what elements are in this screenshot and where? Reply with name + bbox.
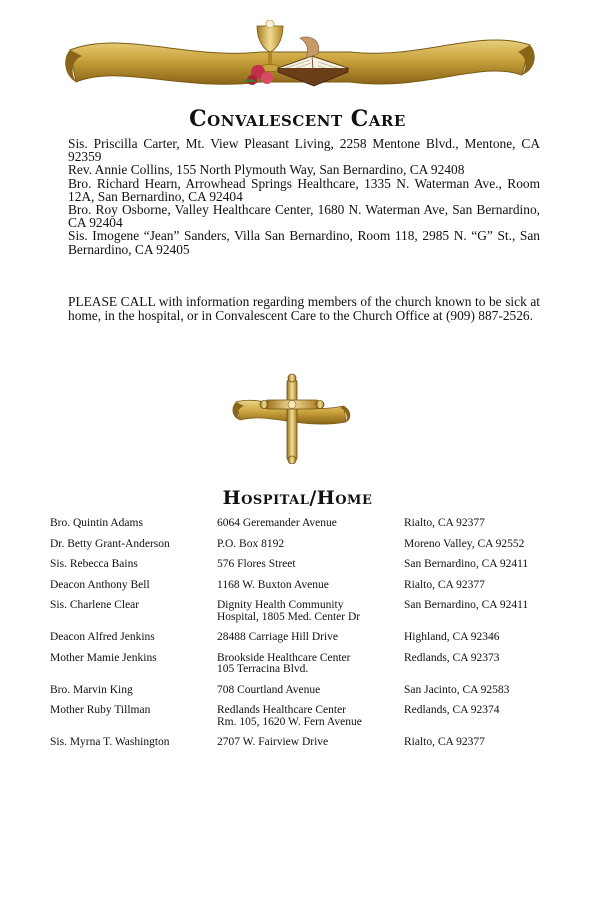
- member-address: [217, 685, 404, 706]
- member-address: [217, 600, 404, 632]
- member-city: San Bernardino, CA 92411: [404, 558, 529, 570]
- gold-cross-icon: [232, 372, 352, 464]
- address-line: Redlands Healthcare Center: [217, 704, 346, 716]
- table-row: [50, 518, 560, 539]
- member-address: [217, 580, 404, 601]
- hospital-home-table: [50, 518, 560, 758]
- table-row: [50, 685, 560, 706]
- member-name: Bro. Quintin Adams: [50, 517, 143, 529]
- convalescent-entry: Bro. Richard Hearn, Arrowhead Springs Healthcare, 1335 N. Waterman Ave., Room 12A, San Bernardino, CA 92404: [68, 175, 540, 204]
- member-address: [217, 705, 404, 737]
- address-line: P.O. Box 8192: [217, 537, 285, 550]
- member-city: Rialto, CA 92377: [404, 517, 485, 529]
- member-city: Rialto, CA 92377: [404, 736, 485, 748]
- table-row: [50, 559, 560, 580]
- table-row: [50, 632, 560, 653]
- address-line: Hospital, 1805 Med. Center Dr: [217, 610, 361, 623]
- address-line: Dignity Health Community: [217, 599, 344, 611]
- address-line: 576 Flores Street: [217, 558, 296, 570]
- address-line: 28488 Carriage Hill Drive: [217, 631, 339, 643]
- table-row: [50, 600, 560, 632]
- member-name: Deacon Alfred Jenkins: [50, 631, 155, 643]
- convalescent-care-title: Convalescent Care: [189, 106, 406, 132]
- address-line: Brookside Healthcare Center: [217, 651, 351, 664]
- member-city: Highland, CA 92346: [404, 631, 500, 643]
- member-name: Deacon Anthony Bell: [50, 578, 150, 591]
- member-name: Bro. Marvin King: [50, 683, 133, 696]
- scroll-banner-icon: [60, 20, 535, 100]
- call-notice: PLEASE CALL with information regarding members of the church known to be sick at home, in the hospital, or in Convalescent Care to the Church Office at (909) 887-2526.: [68, 294, 540, 323]
- hospital-home-title: Hospital/Home: [222, 487, 373, 509]
- table-row: [50, 737, 560, 758]
- member-name: Sis. Charlene Clear: [50, 599, 140, 611]
- table-row: [50, 653, 560, 685]
- member-name: Mother Ruby Tillman: [50, 704, 151, 716]
- address-line: 2707 W. Fairview Drive: [217, 736, 329, 748]
- member-address: [217, 539, 404, 560]
- member-address: [217, 632, 404, 653]
- address-line: 1168 W. Buxton Avenue: [217, 578, 329, 591]
- member-name: Dr. Betty Grant-Anderson: [50, 537, 170, 550]
- member-name: Mother Mamie Jenkins: [50, 651, 157, 664]
- member-city: Rialto, CA 92377: [404, 578, 485, 591]
- address-line: 6064 Geremander Avenue: [217, 517, 337, 529]
- address-line: 708 Courtland Avenue: [217, 683, 321, 696]
- address-line: 105 Terracina Blvd.: [217, 663, 309, 675]
- member-city: San Jacinto, CA 92583: [404, 683, 510, 696]
- address-line: Rm. 105, 1620 W. Fern Avenue: [217, 715, 362, 728]
- member-address: [217, 559, 404, 580]
- convalescent-entry: Sis. Imogene “Jean” Sanders, Villa San Bernardino, Room 118, 2985 N. “G” St., San Bernardino, CA 92405: [68, 228, 540, 257]
- convalescent-list: [68, 137, 540, 256]
- table-row: [50, 580, 560, 601]
- member-city: Moreno Valley, CA 92552: [404, 537, 525, 550]
- member-name: Sis. Myrna T. Washington: [50, 736, 170, 748]
- convalescent-entry: Bro. Roy Osborne, Valley Healthcare Center, 1680 N. Waterman Ave, San Bernardino, CA 92404: [68, 202, 540, 231]
- member-city: San Bernardino, CA 92411: [404, 599, 529, 611]
- member-city: Redlands, CA 92374: [404, 704, 500, 716]
- member-name: Sis. Rebecca Bains: [50, 558, 138, 570]
- table-row: [50, 539, 560, 560]
- member-address: [217, 518, 404, 539]
- member-address: [217, 653, 404, 685]
- table-row: [50, 705, 560, 737]
- convalescent-entry: Rev. Annie Collins, 155 North Plymouth Way, San Bernardino, CA 92408: [68, 162, 465, 178]
- member-address: [217, 737, 404, 758]
- convalescent-entry: Sis. Priscilla Carter, Mt. View Pleasant Living, 2258 Mentone Blvd., Mentone, CA 92359: [68, 136, 540, 165]
- member-city: Redlands, CA 92373: [404, 651, 500, 664]
